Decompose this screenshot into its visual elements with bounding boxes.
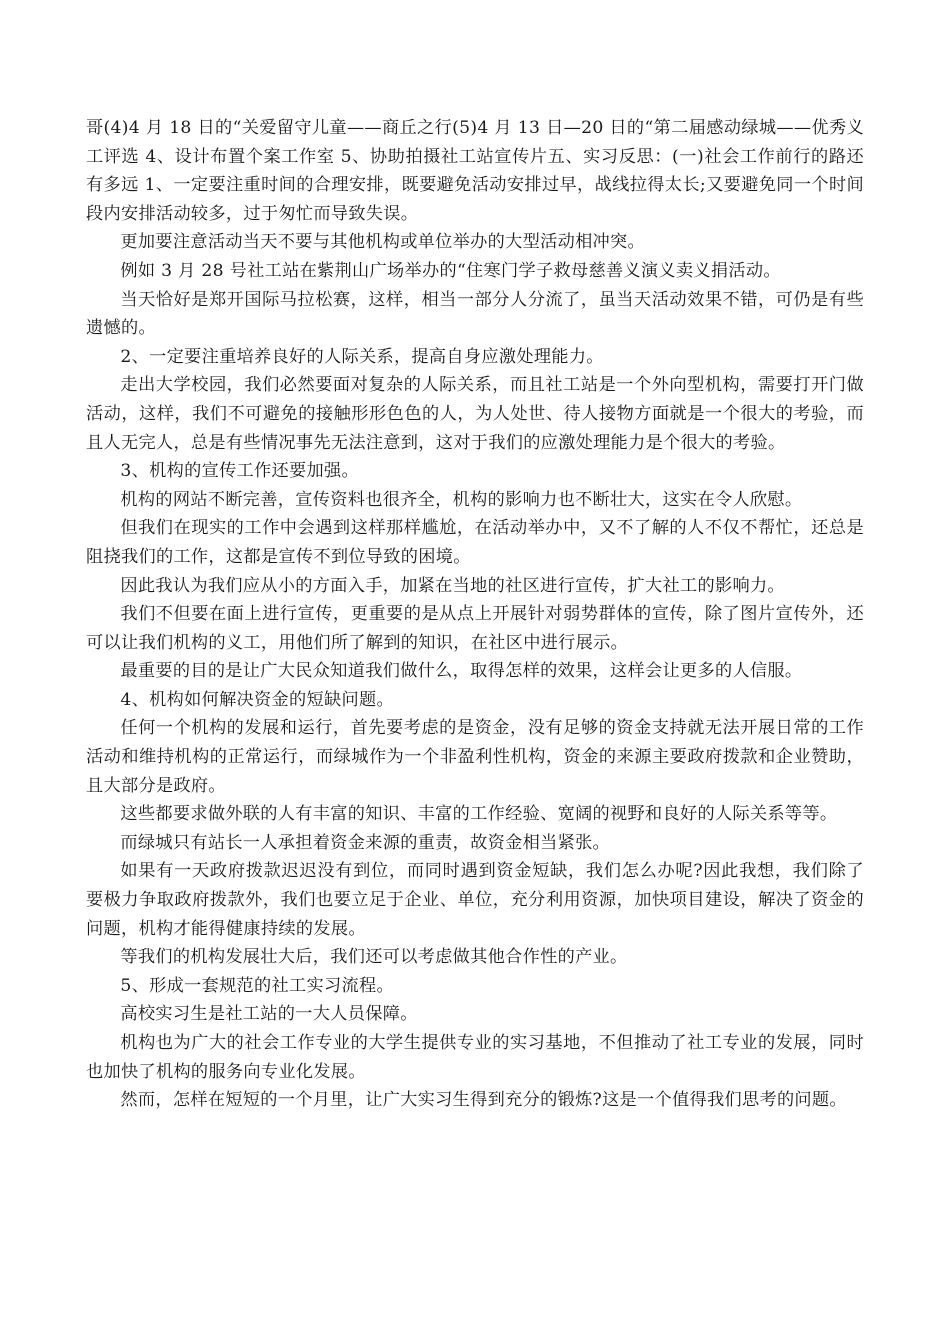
body-paragraph: 4、机构如何解决资金的短缺问题。 [120, 689, 394, 710]
body-paragraph: 这些都要求做外联的人有丰富的知识、丰富的工作经验、宽阔的视野和良好的人际关系等等。 [120, 804, 838, 825]
body-paragraph: 哥(4)4 月 18 日的“关爱留守儿童——商丘之行(5)4 月 13 日—20 日的“第二届感动绿城——优秀义工评选 4、设计布置个案工作室 5、协助拍摄社工站宣传片五、实习反思：(一)社会工作前行的路还有多远 1、一定要注重时间的合理安排，既要避免活动安排过早，战线拉得太长;又要避免同一个时间段内安排活动较多，过于匆忙而导致失误。 [86, 118, 864, 224]
body-paragraph: 我们不但要在面上进行宣传，更重要的是从点上开展针对弱势群体的宣传，除了图片宣传外，还可以让我们机构的义工，用他们所了解到的知识，在社区中进行展示。 [86, 604, 864, 653]
body-paragraph: 机构的网站不断完善，宣传资料也很齐全，机构的影响力也不断壮大，这实在令人欣慰。 [120, 489, 803, 510]
body-paragraph: 如果有一天政府拨款迟迟没有到位，而同时遇到资金短缺，我们怎么办呢?因此我想，我们除了要极力争取政府拨款外，我们也要立足于企业、单位，充分利用资源，加快项目建设，解决了资金的问题，机构才能得健康持续的发展。 [86, 861, 864, 939]
body-paragraph: 更加要注意活动当天不要与其他机构或单位举办的大型活动相冲突。 [120, 232, 646, 253]
document-body [86, 114, 864, 1115]
body-paragraph: 走出大学校园，我们必然要面对复杂的人际关系，而且社工站是一个外向型机构，需要打开门做活动，这样，我们不可避免的接触形形色色的人，为人处世、待人接物方面就是一个很大的考验，而且人无完人，总是有些情况事先无法注意到，这对于我们的应激处理能力是个很大的考验。 [86, 375, 864, 453]
body-paragraph: 例如 3 月 28 号社工站在紫荆山广场举办的“住寒门学子救母慈善义演义卖义捐活动。 [120, 260, 781, 281]
body-paragraph: 最重要的目的是让广大民众知道我们做什么，取得怎样的效果，这样会让更多的人信服。 [120, 661, 803, 682]
body-paragraph: 当天恰好是郑开国际马拉松赛，这样，相当一部分人分流了，虽当天活动效果不错，可仍是有些遗憾的。 [86, 289, 864, 339]
body-paragraph: 任何一个机构的发展和运行，首先要考虑的是资金，没有足够的资金支持就无法开展日常的工作活动和维持机构的正常运行，而绿城作为一个非盈利性机构，资金的来源主要政府拨款和企业赞助，且大部分是政府。 [86, 718, 864, 796]
body-paragraph: 5、形成一套规范的社工实习流程。 [120, 975, 394, 996]
body-paragraph: 因此我认为我们应从小的方面入手，加紧在当地的社区进行宣传，扩大社工的影响力。 [120, 575, 785, 596]
body-paragraph: 2、一定要注重培养良好的人际关系，提高自身应激处理能力。 [120, 346, 604, 367]
body-paragraph: 但我们在现实的工作中会遇到这样那样尴尬，在活动举办中，又不了解的人不仅不帮忙，还总是阻挠我们的工作，这都是宣传不到位导致的困境。 [86, 518, 864, 567]
body-paragraph: 等我们的机构发展壮大后，我们还可以考虑做其他合作性的产业。 [120, 947, 628, 968]
body-paragraph: 而绿城只有站长一人承担着资金来源的重责，故资金相当紧张。 [120, 832, 611, 853]
body-paragraph: 机构也为广大的社会工作专业的大学生提供专业的实习基地，不但推动了社工专业的发展，同时也加快了机构的服务向专业化发展。 [86, 1033, 864, 1082]
body-paragraph: 高校实习生是社工站的一大人员保障。 [120, 1004, 418, 1025]
body-paragraph: 然而，怎样在短短的一个月里，让广大实习生得到充分的锻炼?这是一个值得我们思考的问题。 [120, 1090, 847, 1111]
body-paragraph: 3、机构的宣传工作还要加强。 [120, 461, 359, 482]
